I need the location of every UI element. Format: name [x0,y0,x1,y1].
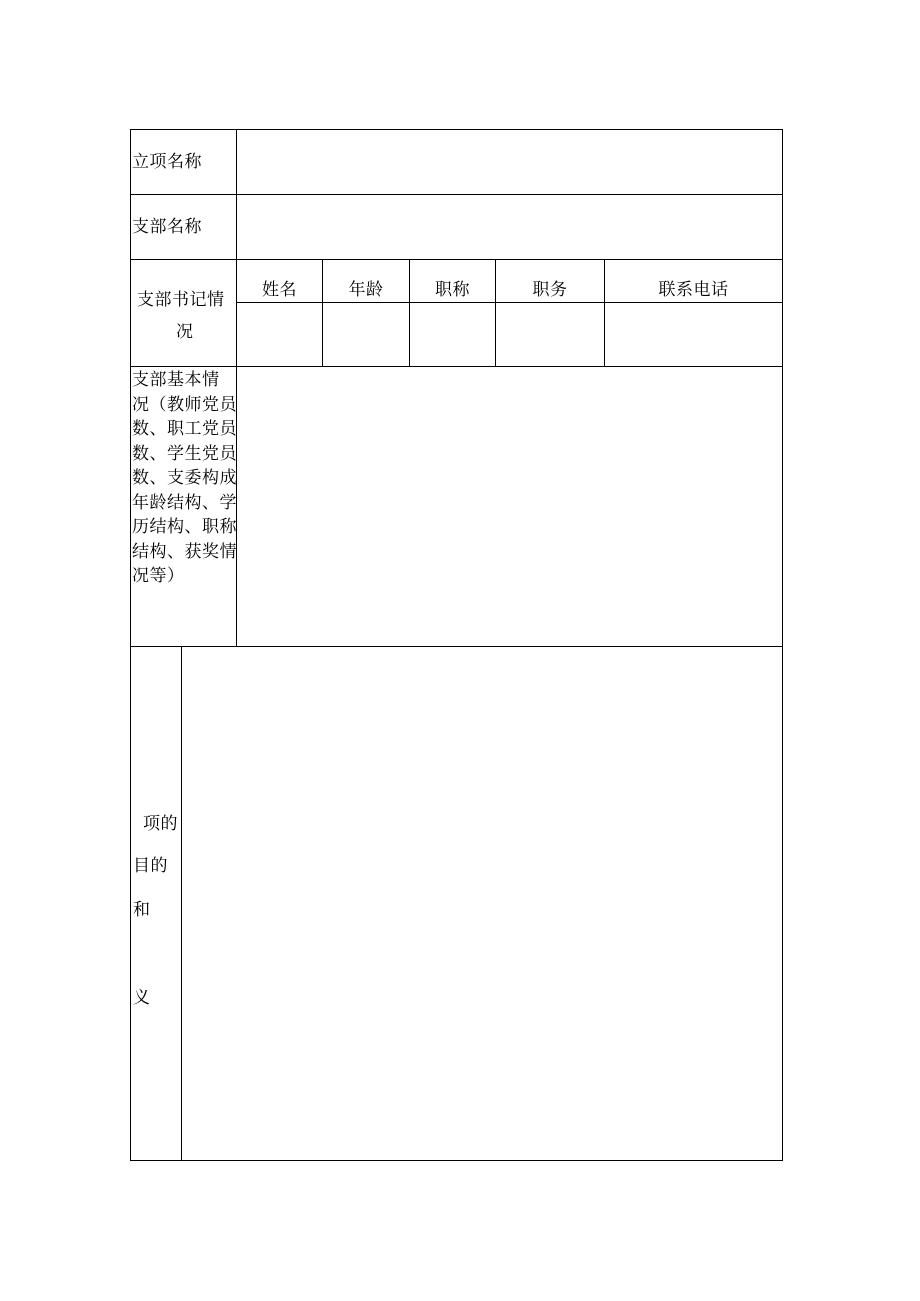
basic-info-label-line: 历结构、职称 [132,517,237,537]
application-form-table [130,129,783,1161]
header-title: 职称 [435,280,470,300]
purpose-label-part: 义 [133,988,151,1008]
secretary-phone-field[interactable] [605,303,782,366]
basic-info-label-line: 数、支委构成 [132,468,237,488]
basic-info-label-line: 况（教师党员 [132,394,237,415]
purpose-label-part: 和 [133,900,151,920]
basic-info-label-line: 数、学生党员 [132,443,237,464]
row-divider [131,259,782,260]
header-age: 年龄 [348,280,384,300]
branch-name-field[interactable] [238,196,781,258]
column-divider [181,646,182,1160]
purpose-label-part: 目的 [133,856,168,876]
basic-info-label-line: 年龄结构、学 [132,492,237,513]
purpose-field[interactable] [183,648,781,1159]
secretary-label-continued: 况 [176,322,194,342]
secretary-position-field[interactable] [496,303,604,366]
secretary-age-field[interactable] [323,303,409,366]
secretary-name-field[interactable] [237,303,322,366]
header-phone: 联系电话 [658,280,729,300]
purpose-label-part: 项的 [143,814,178,834]
branch-name-label: 支部名称 [132,217,202,237]
basic-info-label-line: 结构、获奖情 [132,541,237,562]
basic-info-label-line: 数、职工党员 [132,419,237,439]
secretary-label: 支部书记情 [137,290,225,310]
basic-info-label-line: 况等） [132,566,185,586]
column-divider [236,130,237,646]
basic-info-field[interactable] [238,368,781,645]
project-name-field[interactable] [238,131,781,193]
header-name: 姓名 [262,280,297,300]
row-divider [131,194,782,195]
secretary-title-field[interactable] [410,303,495,366]
project-name-label: 立项名称 [132,152,202,172]
basic-info-label-line: 支部基本情 [132,370,220,390]
row-divider [131,366,782,367]
header-position: 职务 [532,280,568,300]
row-divider [131,646,782,647]
